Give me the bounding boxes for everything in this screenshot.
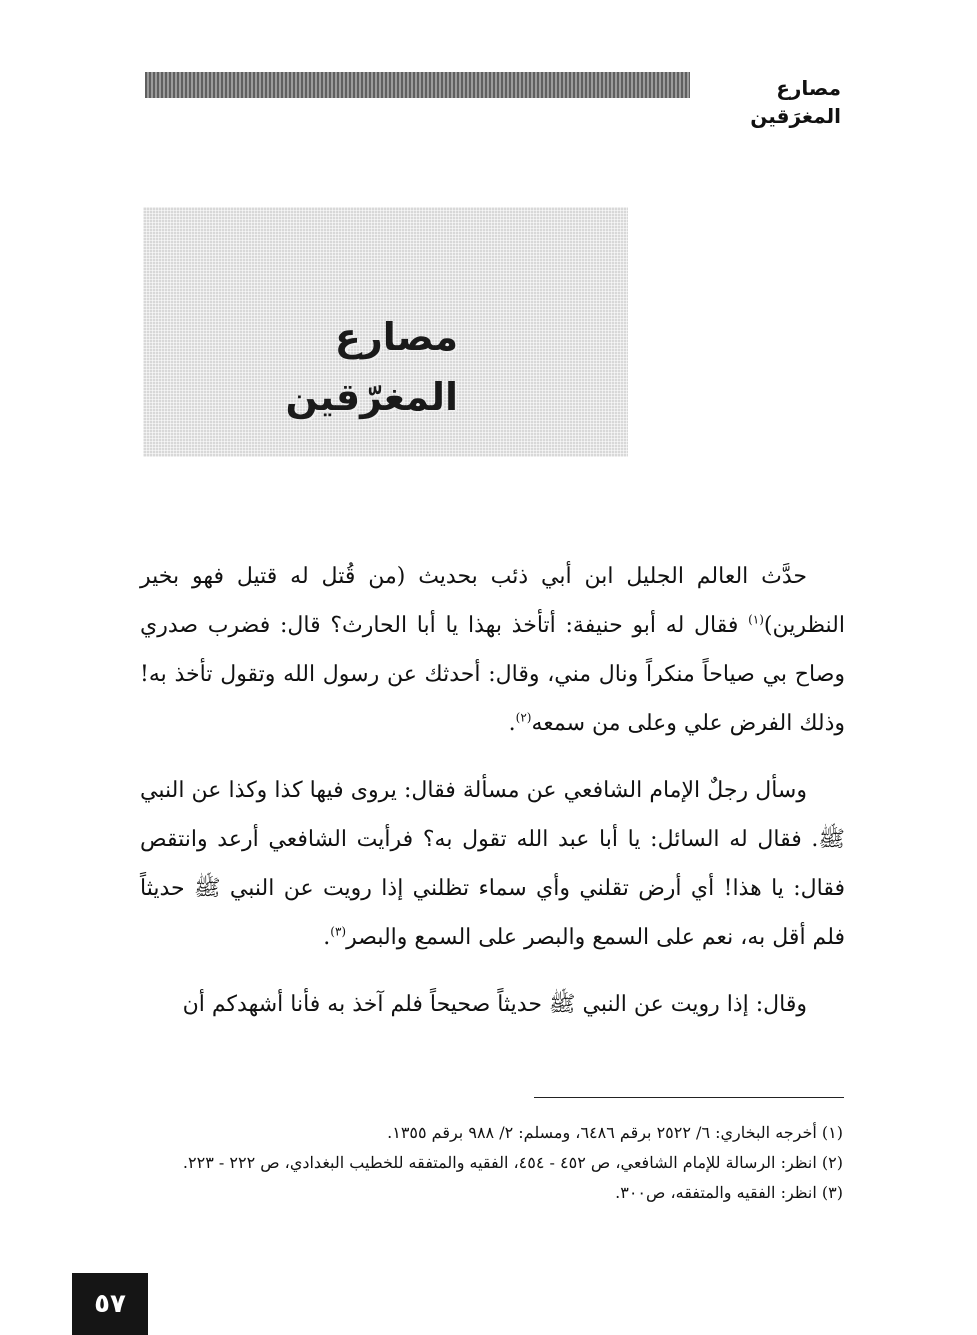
footnote-3: (٣) انظر: الفقيه والمتفقه، ص٣٠٠. <box>615 1183 843 1202</box>
footnote-ref-2: (٢) <box>515 710 532 725</box>
paragraph-1 <box>140 552 845 748</box>
page-number: ٥٧ <box>72 1273 148 1335</box>
footnote-ref-3: (٣) <box>330 924 347 939</box>
footnote-2: (٢) انظر: الرسالة للإمام الشافعي، ص ٤٥٢ - ٤٥٤، الفقيه والمتفقه للخطيب البغدادي، ص ٢٢٢ - ٢٢٣. <box>182 1153 843 1172</box>
paragraph-2 <box>140 766 845 962</box>
paragraph-2-text: وسأل رجلٌ الإمام الشافعي عن مسألة فقال: يروى فيها كذا وكذا عن النبي ﷺ. فقال له السائل: يا أبا عبد الله تقول به؟ فرأيت الشافعي أرعد وانتقص فقال: يا هذا! أي أرض تقلني وأي سماء تظلني إذا رويت عن النبي ﷺ حديثاً فلم أقل به، نعم على السمع والبصر على السمع والبصر <box>140 778 845 950</box>
paragraph-3-text: وقال: إذا رويت عن النبي ﷺ حديثاً صحيحاً فلم آخذ به فأنا أشهدكم أن <box>182 992 807 1017</box>
paragraph-3 <box>140 980 845 1029</box>
paragraph-2-end: . <box>323 925 331 950</box>
paragraph-1-text-cont: فقال له أبو حنيفة: أتأخذ بهذا يا أبا الحارث؟ قال: فضرب صدري وصاح بي صياحاً منكراً ونال مني، وقال: أحدثك عن رسول الله وتقول تأخذ به! وذلك الفرض علي وعلى من سمعه <box>140 613 845 736</box>
chapter-title: مصارع المغرّقين <box>285 315 458 419</box>
paragraph-1-end: . <box>508 711 516 736</box>
chapter-title-box <box>143 207 628 457</box>
footnote-ref-1: (١) <box>748 612 764 627</box>
footnotes <box>135 1118 843 1208</box>
body-text <box>140 552 845 1047</box>
footnote-divider <box>534 1097 844 1098</box>
footnote-1: (١) أخرجه البخاري: ٦/ ٢٥٢٢ برقم ٦٤٨٦، ومسلم: ٢/ ٩٨٨ برقم ١٣٥٥. <box>387 1123 843 1142</box>
paragraph-1-text: حدَّث العالم الجليل ابن أبي ذئب بحديث (من قُتل له قتيل فهو بخير النظرين) <box>140 564 845 638</box>
header-decorative-bar <box>145 72 690 98</box>
running-header-title: مصارع المغرَقين <box>750 76 841 128</box>
